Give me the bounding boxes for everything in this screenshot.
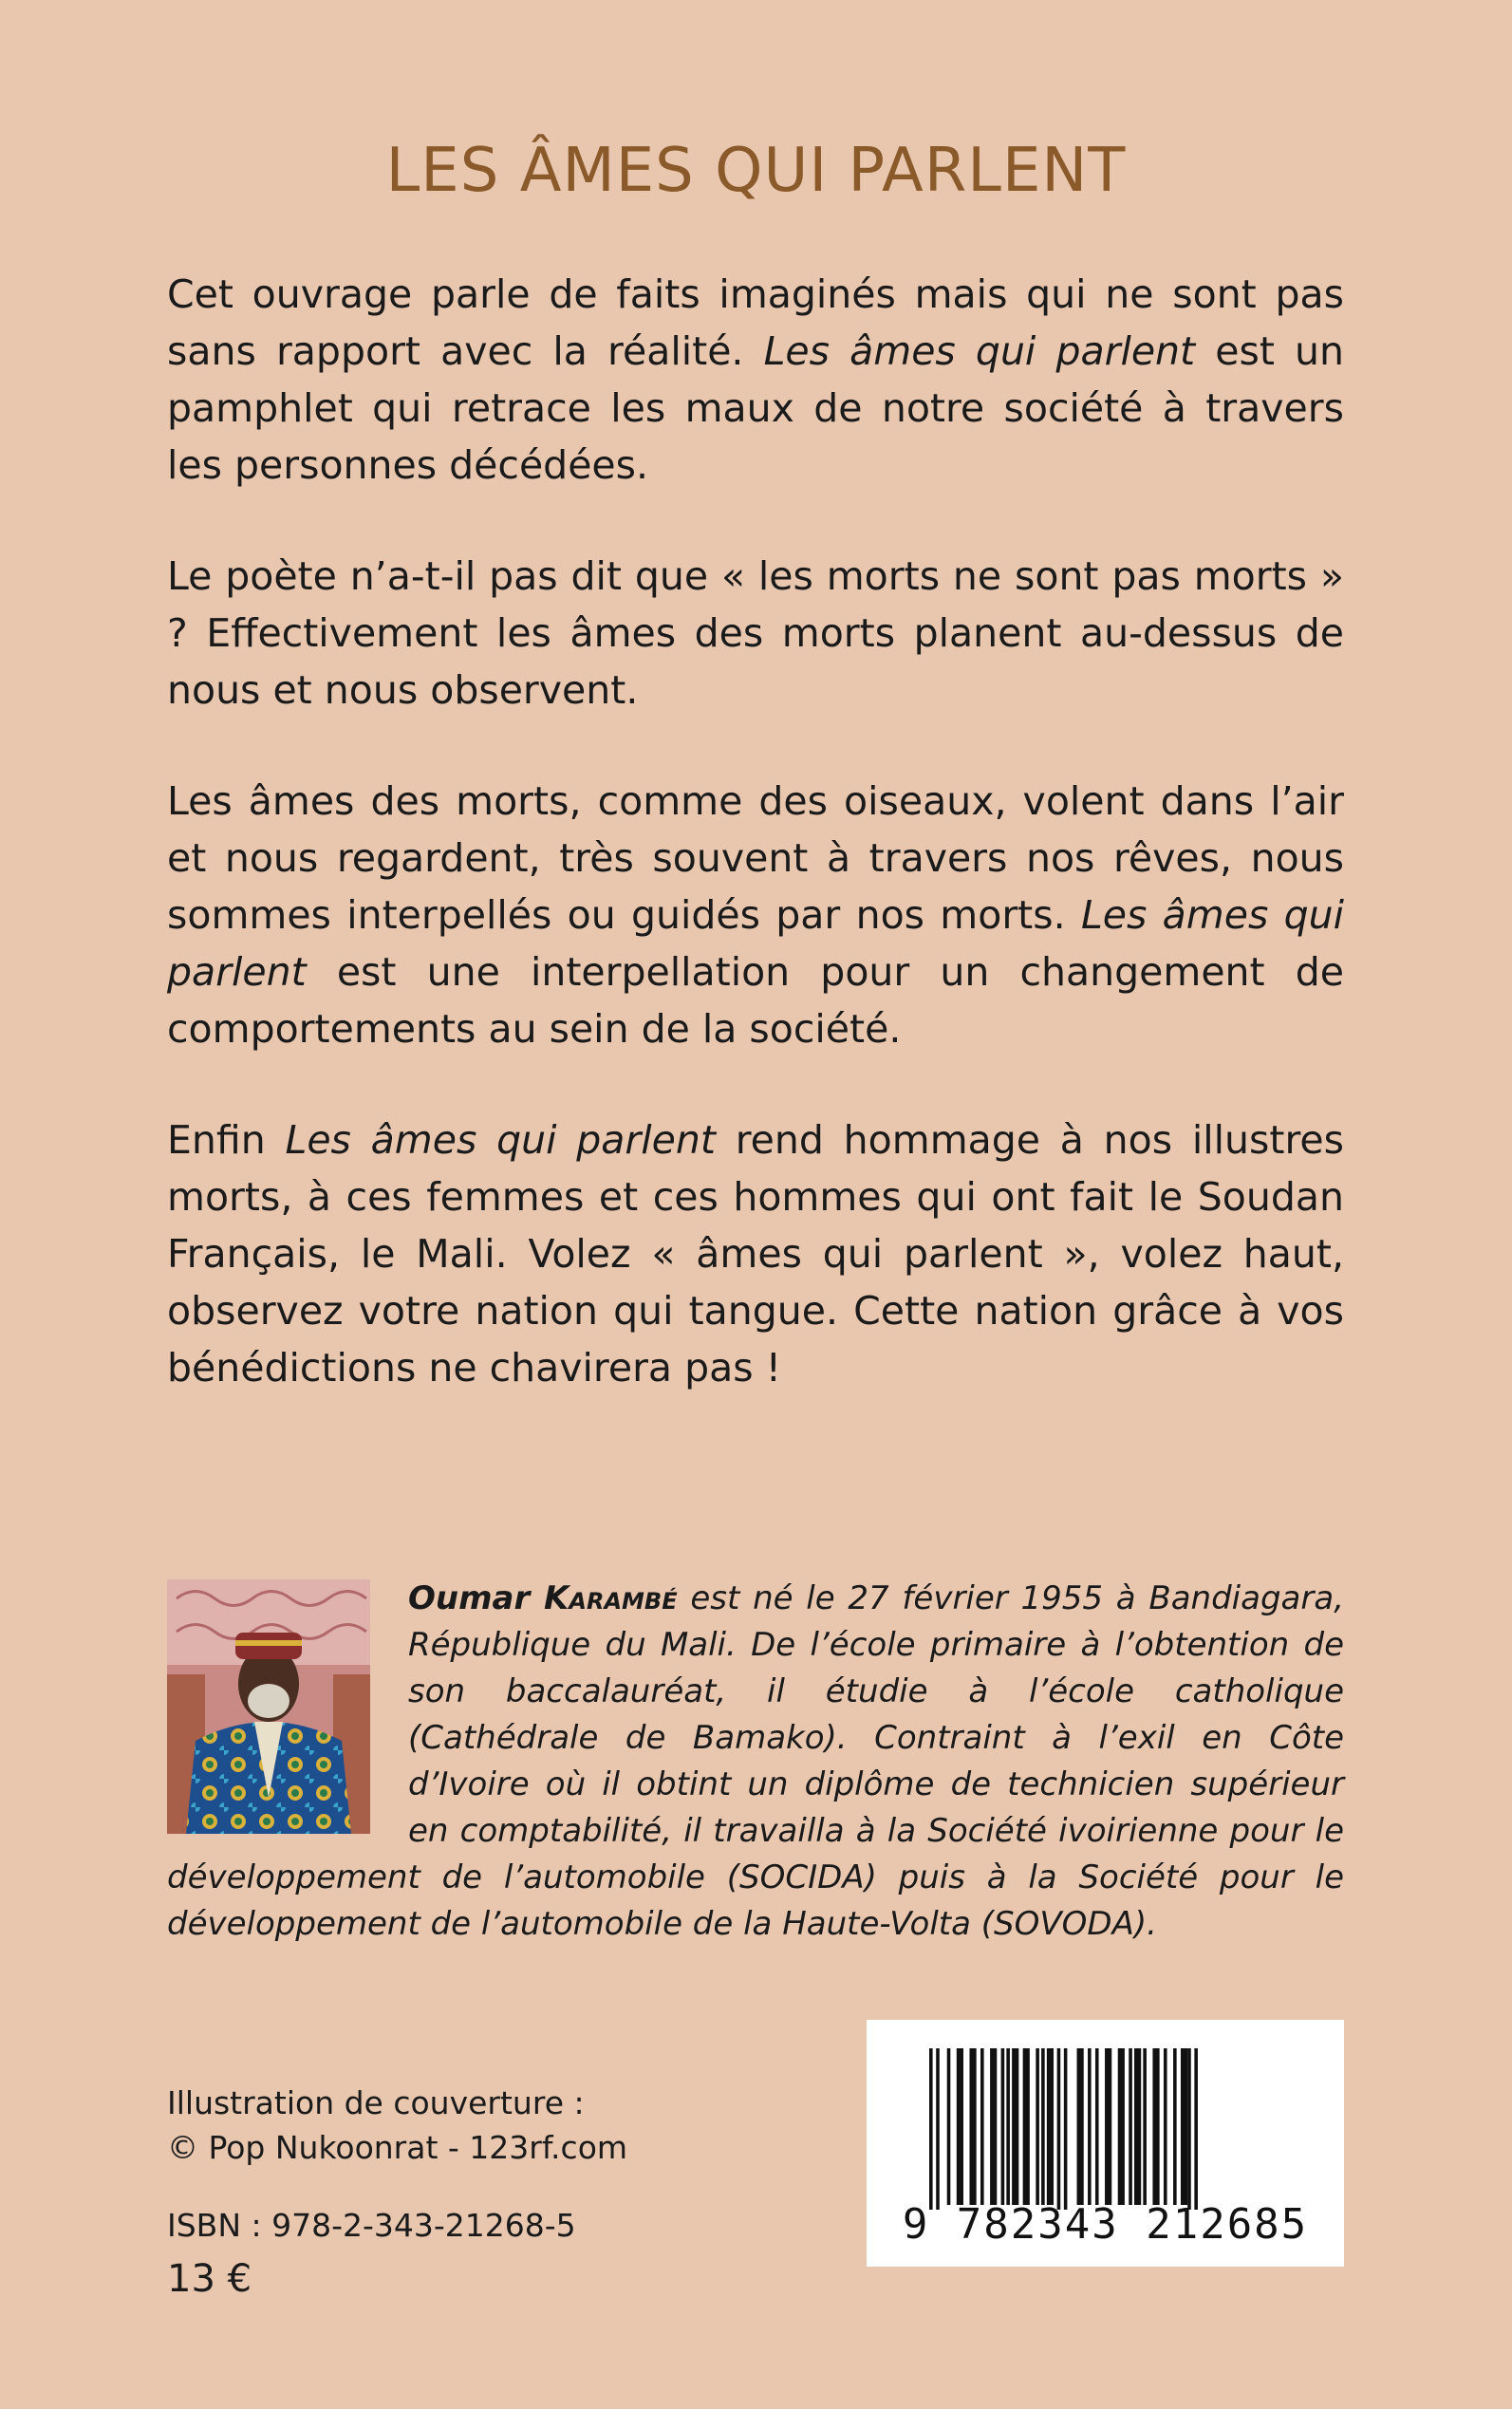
author-photo — [167, 1579, 370, 1834]
author-last-name: Karambé — [544, 1579, 678, 1617]
barcode-bar — [1012, 2048, 1018, 2205]
barcode-bar — [1194, 2048, 1198, 2210]
barcode-bar — [1088, 2048, 1092, 2205]
credits-source: © Pop Nukoonrat - 123rf.com — [167, 2129, 628, 2166]
blurb-text: est un pamphlet qui retrace les maux de notre société à travers les personnes décédées. — [167, 328, 1345, 488]
barcode-bar — [1129, 2048, 1132, 2205]
author-bio — [167, 1576, 1344, 1948]
blurb-text: rend hommage à nos illustres morts, à ces femmes et ces hommes qui ont fait le Soudan Français, le Mali. Volez « âmes qui parlent », volez haut, observez votre nation qui tangue. Cette nation grâce à vos bénédictions ne chavirera pas ! — [167, 1117, 1345, 1391]
barcode-bar — [936, 2048, 940, 2210]
credits-label: Illustration de couverture : — [167, 2084, 585, 2121]
barcode-bar — [1173, 2048, 1177, 2205]
blurb-paragraph-1 — [167, 266, 1344, 494]
barcode — [867, 2020, 1344, 2267]
back-cover-blurb — [167, 266, 1344, 1450]
barcode-bar — [1077, 2048, 1084, 2205]
barcode-bar — [1041, 2048, 1045, 2205]
barcode-bar — [1187, 2048, 1191, 2210]
barcode-bar — [1164, 2048, 1167, 2205]
blurb-text: Les âmes des morts, comme des oiseaux, volent dans l’air et nous regardent, très souvent à travers nos rêves, nous sommes interpellés ou guidés par nos morts. — [167, 778, 1344, 938]
book-title-italic: Les âmes qui parlent — [763, 328, 1196, 374]
author-first-name: Oumar — [408, 1579, 545, 1617]
cover-credits — [167, 2081, 627, 2170]
barcode-bar — [1152, 2048, 1159, 2205]
author-bio-text: est né le 27 février 1955 à Bandiagara, République du Mali. De l’école primaire à l’obtention de son baccalauréat, il étudie à l’école catholique (Cathédrale de Bamako). Contraint à l’exil en Côte d’Ivoire où il obtint un diplôme de technicien supérieur en comptabilité, il travailla à la Société ivoirienne pour le développement de l’automobile (SOCIDA) puis à la Société pour le développement de l’automobile de la Haute-Volta (SOVODA). — [167, 1579, 1344, 1943]
author-name — [408, 1579, 678, 1617]
barcode-bar — [1036, 2048, 1039, 2205]
barcode-bar — [969, 2048, 976, 2205]
barcode-bars — [867, 2020, 1344, 2210]
blurb-paragraph-2: Le poète n’a-t-il pas dit que « les morts ne sont pas morts » ? Effectivement les âmes des morts planent au-dessus de nous et nous observent. — [167, 553, 1344, 713]
barcode-bar — [980, 2048, 984, 2205]
blurb-text: Cet ouvrage parle de faits imaginés mais qui ne sont pas sans rapport avec la réalité. — [167, 271, 1344, 374]
barcode-bar — [1134, 2048, 1141, 2205]
barcode-bar — [990, 2048, 997, 2205]
blurb-paragraph-3 — [167, 773, 1344, 1057]
barcode-digits: 9 782343 212685 — [902, 2200, 1309, 2249]
book-title-italic: Les âmes qui parlent — [167, 892, 1344, 995]
book-title: LES ÂMES QUI PARLENT — [385, 135, 1127, 206]
barcode-bar — [1181, 2048, 1187, 2205]
blurb-text: Enfin — [167, 1117, 286, 1163]
barcode-bar — [1105, 2048, 1111, 2205]
barcode-bar — [957, 2048, 963, 2205]
price: 13 € — [167, 2257, 252, 2301]
barcode-bar — [1143, 2048, 1147, 2205]
isbn: ISBN : 978-2-343-21268-5 — [167, 2207, 576, 2244]
barcode-bar — [1064, 2048, 1068, 2210]
barcode-bar — [1057, 2048, 1061, 2210]
blurb-paragraph-4 — [167, 1111, 1344, 1396]
barcode-bar — [1001, 2048, 1005, 2205]
barcode-bar — [1095, 2048, 1099, 2205]
barcode-bar — [1006, 2048, 1010, 2205]
blurb-text: est une interpellation pour un changement de comportements au sein de la société. — [167, 949, 1344, 1052]
barcode-bar — [929, 2048, 933, 2210]
barcode-bar — [1118, 2048, 1125, 2205]
barcode-bar — [947, 2048, 951, 2205]
book-title-italic: Les âmes qui parlent — [285, 1117, 716, 1163]
barcode-bar — [1047, 2048, 1054, 2205]
barcode-bar — [1023, 2048, 1030, 2205]
